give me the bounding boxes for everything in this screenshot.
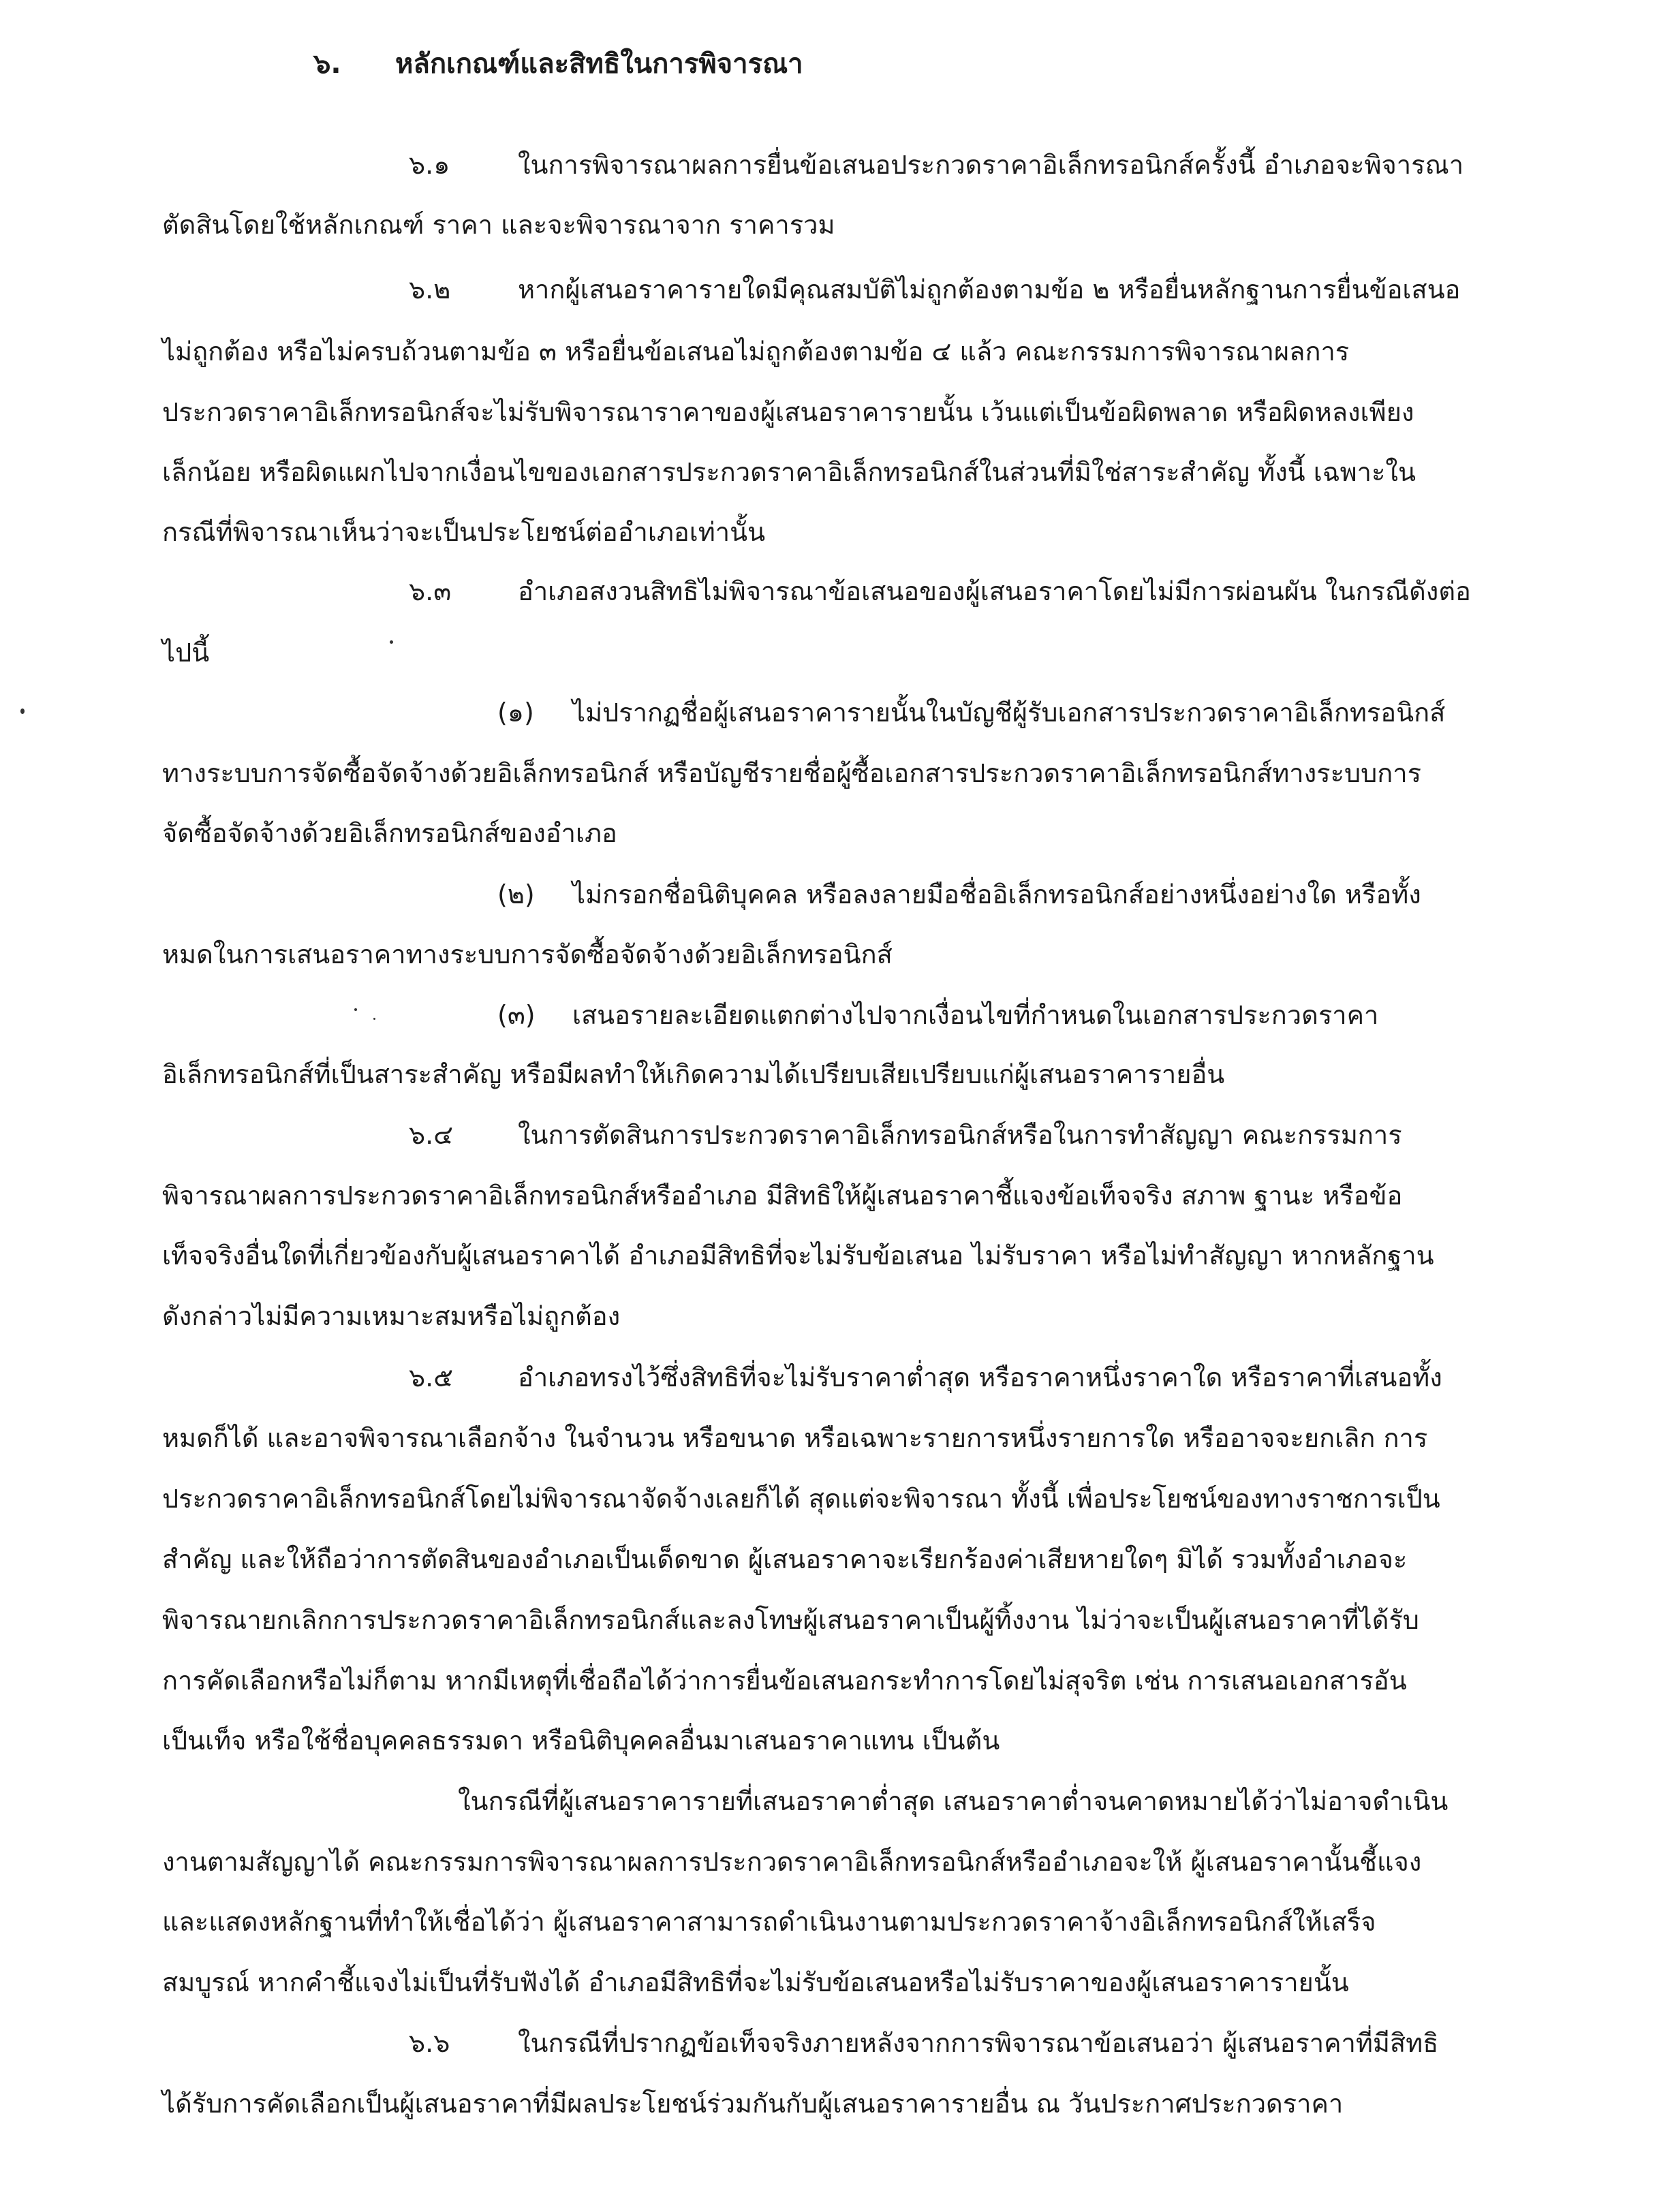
section-title-text: หลักเกณฑ์และสิทธิในการพิจารณา [395,48,803,80]
scan-speck [20,708,25,714]
text-line: ประกวดราคาอิเล็กทรอนิกส์โดยไม่พิจารณาจัดจ้างเลยก็ได้ สุดแต่จะพิจารณา ทั้งนี้ เพื่อประโยชน์ของทางราชการเป็น [162,1484,1440,1514]
text-line: งานตามสัญญาได้ คณะกรรมการพิจารณาผลการประกวดราคาอิเล็กทรอนิกส์หรืออำเภอจะให้ ผู้เสนอราคานั้นชี้แจง [162,1847,1422,1877]
text-line: อำเภอทรงไว้ซึ่งสิทธิที่จะไม่รับราคาต่ำสุด หรือราคาหนึ่งราคาใด หรือราคาที่เสนอทั้ง [518,1362,1442,1392]
item-number: (๑) [497,698,534,728]
section-number: ๖. [313,48,341,80]
text-line: ไม่ถูกต้อง หรือไม่ครบถ้วนตามข้อ ๓ หรือยื่นข้อเสนอไม่ถูกต้องตามข้อ ๔ แล้ว คณะกรรมการพิจารณาผลการ [162,337,1350,367]
text-line: ในกรณีที่ผู้เสนอราคารายที่เสนอราคาต่ำสุด เสนอราคาต่ำจนคาดหมายได้ว่าไม่อาจดำเนิน [458,1786,1449,1816]
text-line: หากผู้เสนอราคารายใดมีคุณสมบัติไม่ถูกต้องตามข้อ ๒ หรือยื่นหลักฐานการยื่นข้อเสนอ [518,275,1461,305]
text-line: ดังกล่าวไม่มีความเหมาะสมหรือไม่ถูกต้อง [162,1301,621,1331]
text-line: จัดซื้อจัดจ้างด้วยอิเล็กทรอนิกส์ของอำเภอ [162,818,617,848]
text-line: อิเล็กทรอนิกส์ที่เป็นสาระสำคัญ หรือมีผลทำให้เกิดความได้เปรียบเสียเปรียบแก่ผู้เสนอราคารายอื่น [162,1059,1225,1089]
text-line: ได้รับการคัดเลือกเป็นผู้เสนอราคาที่มีผลประโยชน์ร่วมกันกับผู้เสนอราคารายอื่น ณ วันประกาศประกวดราคา [162,2089,1344,2119]
scan-speck [390,640,393,644]
item-number: (๒) [497,879,535,909]
clause-6-3 [409,571,1471,612]
text-line: การคัดเลือกหรือไม่ก็ตาม หากมีเหตุที่เชื่อถือได้ว่าการยื่นข้อเสนอกระทำการโดยไม่สุจริต เช่น การเสนอเอกสารอัน [162,1666,1407,1696]
text-line: ในการตัดสินการประกวดราคาอิเล็กทรอนิกส์หรือในการทำสัญญา คณะกรรมการ [518,1120,1402,1150]
clause-6-1 [409,144,1464,185]
item-1 [497,692,1445,733]
text-line: ไม่กรอกชื่อนิติบุคคล หรือลงลายมือชื่ออิเล็กทรอนิกส์อย่างหนึ่งอย่างใด หรือทั้ง [572,879,1421,909]
clause-6-6 [409,2023,1438,2063]
clause-number: ๖.๔ [409,1120,453,1150]
text-line: เล็กน้อย หรือผิดแผกไปจากเงื่อนไขของเอกสารประกวดราคาอิเล็กทรอนิกส์ในส่วนที่มิใช่สาระสำคัญ ทั้งนี้ เฉพาะใน [162,457,1416,487]
item-number: (๓) [497,1000,536,1030]
text-line: กรณีที่พิจารณาเห็นว่าจะเป็นประโยชน์ต่ออำเภอเท่านั้น [162,517,766,547]
text-line: พิจารณายกเลิกการประกวดราคาอิเล็กทรอนิกส์และลงโทษผู้เสนอราคาเป็นผู้ทิ้งงาน ไม่ว่าจะเป็นผู้เสนอราคาที่ได้รับ [162,1605,1419,1635]
clause-6-5 [409,1357,1442,1398]
section-title [313,44,803,84]
clause-number: ๖.๕ [409,1362,453,1392]
text-line: เท็จจริงอื่นใดที่เกี่ยวข้องกับผู้เสนอราคาได้ อำเภอมีสิทธิที่จะไม่รับข้อเสนอ ไม่รับราคา หรือไม่ทำสัญญา หากหลักฐาน [162,1241,1434,1271]
text-line: ไม่ปรากฏชื่อผู้เสนอราคารายนั้นในบัญชีผู้รับเอกสารประกวดราคาอิเล็กทรอนิกส์ [572,698,1446,728]
text-line: เสนอรายละเอียดแตกต่างไปจากเงื่อนไขที่กำหนดในเอกสารประกวดราคา [572,1000,1379,1030]
text-line: อำเภอสงวนสิทธิไม่พิจารณาข้อเสนอของผู้เสนอราคาโดยไม่มีการผ่อนผัน ในกรณีดังต่อ [518,576,1471,606]
item-2 [497,874,1421,915]
text-line: ประกวดราคาอิเล็กทรอนิกส์จะไม่รับพิจารณาราคาของผู้เสนอราคารายนั้น เว้นแต่เป็นข้อผิดพลาด หรือผิดหลงเพียง [162,397,1414,427]
scan-speck [373,1018,375,1020]
text-line: หมดก็ได้ และอาจพิจารณาเลือกจ้าง ในจำนวน หรือขนาด หรือเฉพาะรายการหนึ่งรายการใด หรืออาจจะยกเลิก การ [162,1423,1428,1453]
clause-number: ๖.๓ [409,576,452,606]
text-line: และแสดงหลักฐานที่ทำให้เชื่อได้ว่า ผู้เสนอราคาสามารถดำเนินงานตามประกวดราคาจ้างอิเล็กทรอนิกส์ให้เสร็จ [162,1907,1376,1937]
clause-6-4 [409,1115,1402,1155]
scan-speck [354,1008,357,1011]
text-line: สมบูรณ์ หากคำชี้แจงไม่เป็นที่รับฟังได้ อำเภอมีสิทธิที่จะไม่รับข้อเสนอหรือไม่รับราคาของผู้เสนอราคารายนั้น [162,1967,1349,1997]
clause-number: ๖.๑ [409,150,450,180]
text-line: พิจารณาผลการประกวดราคาอิเล็กทรอนิกส์หรืออำเภอ มีสิทธิให้ผู้เสนอราคาชี้แจงข้อเท็จจริง สภาพ ฐานะ หรือข้อ [162,1181,1403,1211]
clause-6-2 [409,269,1460,310]
text-line: ทางระบบการจัดซื้อจัดจ้างด้วยอิเล็กทรอนิกส์ หรือบัญชีรายชื่อผู้ซื้อเอกสารประกวดราคาอิเล็กทรอนิกส์ทางระบบการ [162,758,1421,788]
clause-number: ๖.๒ [409,275,451,305]
text-line: ในการพิจารณาผลการยื่นข้อเสนอประกวดราคาอิเล็กทรอนิกส์ครั้งนี้ อำเภอจะพิจารณา [518,150,1464,180]
text-line: เป็นเท็จ หรือใช้ชื่อบุคคลธรรมดา หรือนิติบุคคลอื่นมาเสนอราคาแทน เป็นต้น [162,1726,1000,1756]
text-line: ในกรณีที่ปรากฏข้อเท็จจริงภายหลังจากการพิจารณาข้อเสนอว่า ผู้เสนอราคาที่มีสิทธิ [518,2028,1439,2058]
text-line: ตัดสินโดยใช้หลักเกณฑ์ ราคา และจะพิจารณาจาก ราคารวม [162,210,835,240]
item-3 [497,995,1378,1035]
clause-number: ๖.๖ [409,2028,450,2058]
text-line: สำคัญ และให้ถือว่าการตัดสินของอำเภอเป็นเด็ดขาด ผู้เสนอราคาจะเรียกร้องค่าเสียหายใดๆ มิได้ รวมทั้งอำเภอจะ [162,1544,1408,1574]
text-line: ไปนี้ [162,638,210,668]
text-line: หมดในการเสนอราคาทางระบบการจัดซื้อจัดจ้างด้วยอิเล็กทรอนิกส์ [162,939,893,969]
